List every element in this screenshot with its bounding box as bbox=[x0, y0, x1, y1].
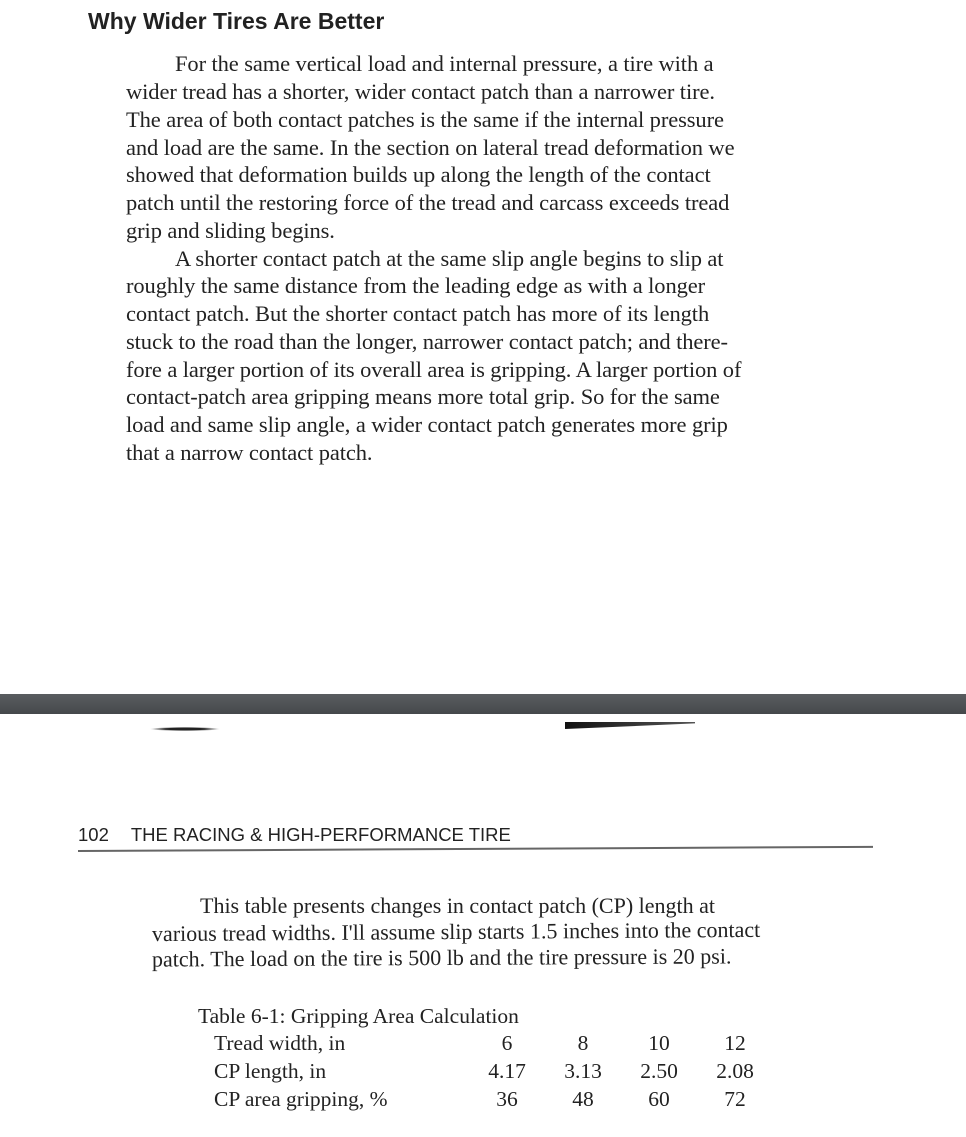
paragraph-line: contact patch. But the shorter contact patch has more of its length bbox=[126, 301, 710, 326]
paragraph-line: that a narrow contact patch. bbox=[126, 440, 373, 465]
paragraph-line: various tread widths. I'll assume slip starts 1.5 inches into the contact bbox=[151, 916, 761, 947]
paragraph-line: load and same slip angle, a wider contact patch generates more grip bbox=[126, 412, 728, 437]
paragraph-line: and load are the same. In the section on lateral tread deformation we bbox=[126, 135, 735, 160]
cell: 2.08 bbox=[716, 1058, 754, 1083]
table-row bbox=[198, 1029, 773, 1057]
section-title: Why Wider Tires Are Better bbox=[88, 8, 385, 34]
paragraph-line: fore a larger portion of its overall area is gripping. A larger portion of bbox=[126, 357, 742, 382]
cell: 3.13 bbox=[564, 1058, 602, 1083]
row-label: Tread width, in bbox=[214, 1030, 346, 1055]
scan-smudge bbox=[150, 727, 220, 731]
row-label: CP length, in bbox=[214, 1058, 327, 1083]
paragraph-line: patch. The load on the tire is 500 lb and the tire pressure is 20 psi. bbox=[151, 943, 732, 972]
cell: 6 bbox=[501, 1030, 513, 1055]
paragraph-line: A shorter contact patch at the same slip angle begins to slip at bbox=[175, 246, 724, 271]
cell: 48 bbox=[572, 1086, 594, 1111]
table-caption: Table 6-1: Gripping Area Calculation bbox=[198, 1004, 519, 1028]
cell: 36 bbox=[496, 1086, 518, 1111]
paragraph-line: wider tread has a shorter, wider contact patch than a narrower tire. bbox=[126, 79, 715, 104]
cell: 2.50 bbox=[640, 1058, 678, 1083]
scan-smudge bbox=[565, 722, 695, 729]
header-rule bbox=[78, 846, 873, 852]
gripping-area-table bbox=[198, 1004, 773, 1113]
cell: 10 bbox=[648, 1030, 670, 1055]
running-header bbox=[78, 824, 511, 846]
paragraph-line: patch until the restoring force of the tread and carcass exceeds tread bbox=[126, 190, 730, 215]
cell: 8 bbox=[577, 1030, 589, 1055]
cell: 60 bbox=[648, 1086, 670, 1111]
paragraph-line: grip and sliding begins. bbox=[126, 218, 335, 243]
book-title: THE RACING & HIGH-PERFORMANCE TIRE bbox=[130, 824, 511, 845]
paragraph-line: showed that deformation builds up along the length of the contact bbox=[126, 162, 711, 187]
paragraph-line: This table presents changes in contact patch (CP) length at bbox=[200, 893, 716, 918]
paragraph-line: stuck to the road than the longer, narrower contact patch; and there- bbox=[126, 329, 728, 354]
table-row bbox=[198, 1057, 773, 1085]
paragraph-line: roughly the same distance from the leading edge as with a longer bbox=[126, 273, 706, 298]
cell: 4.17 bbox=[488, 1058, 526, 1083]
cell: 12 bbox=[724, 1030, 746, 1055]
paragraph-line: The area of both contact patches is the same if the internal pressure bbox=[126, 107, 724, 132]
row-label: CP area gripping, % bbox=[214, 1086, 388, 1111]
paragraph-line: contact-patch area gripping means more total grip. So for the same bbox=[126, 384, 720, 409]
page-number: 102 bbox=[78, 824, 109, 845]
page-divider-band bbox=[0, 694, 966, 714]
paragraph-line: For the same vertical load and internal pressure, a tire with a bbox=[175, 51, 714, 76]
table-row bbox=[198, 1085, 773, 1113]
cell: 72 bbox=[724, 1086, 746, 1111]
